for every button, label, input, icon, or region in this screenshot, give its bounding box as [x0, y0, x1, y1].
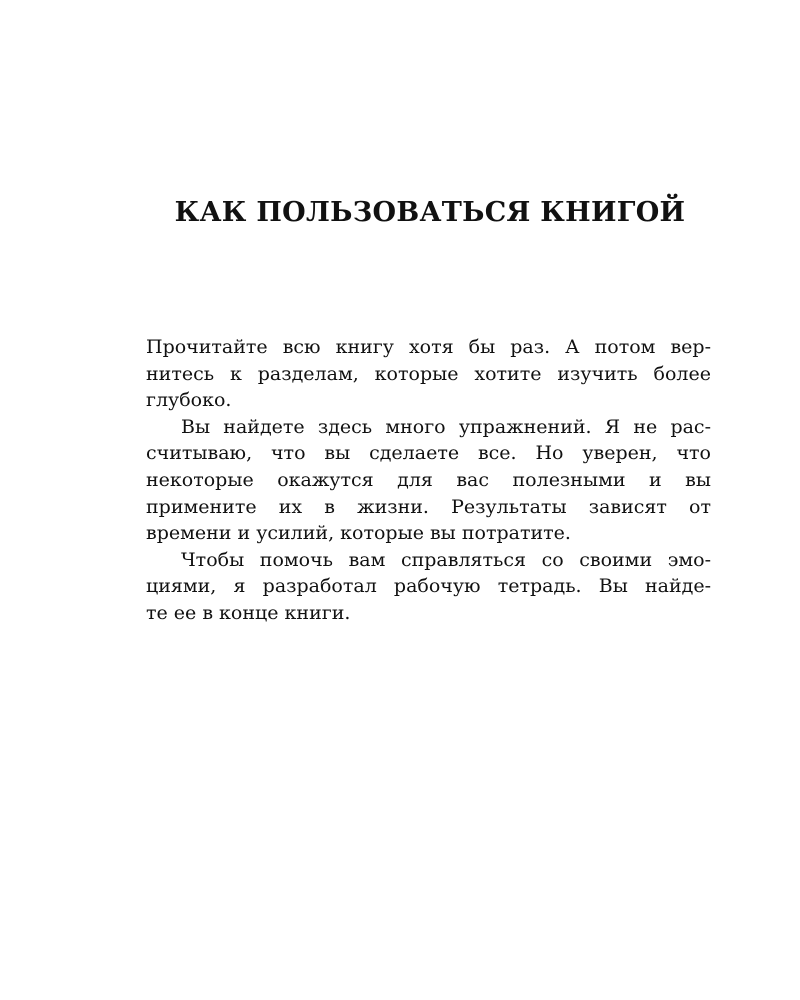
- text-line: нитесь к разделам, которые хотите изучить более: [146, 362, 711, 385]
- text-line: Прочитайте всю книгу хотя бы раз. А потом вер-: [146, 336, 711, 358]
- text-line: те ее в конце книги.: [146, 601, 351, 624]
- text-line: некоторые окажутся для вас полезными и вы: [146, 468, 711, 491]
- paragraph-3: [146, 547, 711, 627]
- text-line: считываю, что вы сделаете все. Но уверен, что: [146, 442, 711, 465]
- text-line: времени и усилий, которые вы потратите.: [146, 522, 571, 545]
- text-line: Чтобы помочь вам справляться со своими эмо-: [181, 548, 711, 571]
- text-line: циями, я разработал рабочую тетрадь. Вы найде-: [146, 575, 711, 598]
- chapter-heading: КАК ПОЛЬЗОВАТЬСЯ КНИГОЙ: [174, 197, 686, 228]
- body-text: [146, 334, 711, 627]
- paragraph-1: [146, 334, 711, 414]
- text-line: примените их в жизни. Результаты зависят от: [146, 495, 711, 518]
- text-line: Вы найдете здесь много упражнений. Я не рас-: [181, 415, 711, 438]
- text-line: глубоко.: [146, 389, 232, 412]
- paragraph-2: [146, 414, 711, 547]
